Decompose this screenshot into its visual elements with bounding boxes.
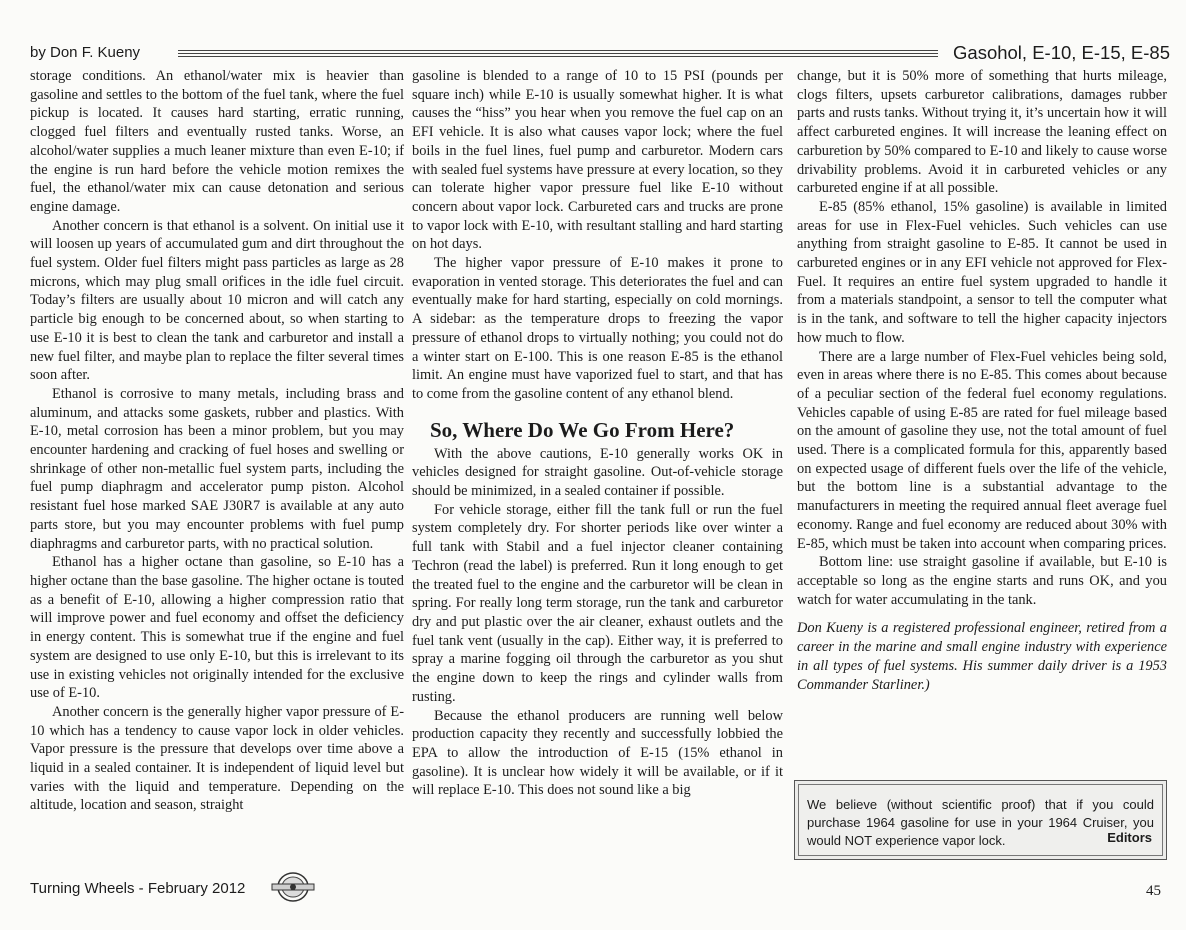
paragraph: For vehicle storage, either fill the tank full or run the fuel system completely dry. For shorter periods like over winter a full tank with Stabil and a fuel injector cleaner containing Techron (read the label) is preferred. Run it long enough to get the treated fuel to the engine and the carburetor will be clean in spring. For really long term storage, run the tank and carburetor dry and put plastic over the air cleaner, exhaust outlets and the fuel tank vent (usually in the cap). Either way, it is preferred to spray a marine fogging oil through the carburetor as you shut the engine down to keep the rings and cylinder walls from rusting. xyxy=(412,501,783,705)
author-byline: by Don F. Kueny xyxy=(30,44,141,61)
header-rule xyxy=(178,56,938,57)
editors-signature: Editors xyxy=(1107,830,1152,845)
article-column-3 xyxy=(797,67,1167,695)
paragraph: E-85 (85% ethanol, 15% gasoline) is available in limited areas for use in Flex-Fuel vehicles. Such vehicles can use anything from straight gasoline to E-85. It cannot be used in carbureted engines or in any EFI vehicle not approved for Flex-Fuel. It requires an entire fuel system upgraded to handle it from a materials standpoint, a sensor to tell the computer what is in the tank, and software to tell the higher capacity injectors how much to flow. xyxy=(797,198,1167,346)
editors-note-box xyxy=(794,780,1167,860)
section-title: Gasohol, E-10, E-15, E-85 xyxy=(953,42,1170,63)
article-column-2 xyxy=(412,67,783,800)
header-rule xyxy=(178,50,938,51)
paragraph: With the above cautions, E-10 generally works OK in vehicles designed for straight gasoline. Out-of-vehicle storage should be minimized, in a sealed container if possible. xyxy=(412,445,783,500)
studebaker-wheel-logo-icon xyxy=(270,870,316,904)
header-rule xyxy=(178,53,938,54)
editors-note-text: We believe (without scientific proof) that if you could purchase 1964 gasoline for use in your 1964 Cruiser, you would NOT experience vapor lock. xyxy=(807,797,1154,848)
paragraph: Ethanol has a higher octane than gasoline, so E-10 has a higher octane than the base gasoline. The higher octane is touted as a benefit of E-10, allowing a higher compression ratio that will improve power and fuel economy and offset the deficiency in energy content. This is somewhat true if the engine and fuel system are designed to use only E-10, but this is irrelevant to its use in existing vehicles not originally intended for the exclusive use of E-10. xyxy=(30,554,404,702)
paragraph: change, but it is 50% more of something that hurts mileage, clogs filters, upsets carburetor calibrations, damages rubber parts and rusts tanks. Without trying it, it’s uncertain how it will affect carbureted engines. It will increase the leaning effect on carburetion by 50% compared to E-10 and likely to cause worse drivability problems. Avoid it in carbureted vehicles or any carbureted engine if at all possible. xyxy=(797,68,1167,197)
paragraph: Because the ethanol producers are running well below production capacity they recently and successfully lobbied the EPA to allow the introduction of E-15 (15% ethanol in gasoline). It is unclear how widely it will be available, or if it will replace E-10. This does not sound like a big xyxy=(412,707,783,799)
paragraph: storage conditions. An ethanol/water mix is heavier than gasoline and settles to the bottom of the fuel tank, where the fuel pickup is located. It causes hard starting, erratic running, clogged fuel filters and eventually rusted tanks. Worse, an alcohol/water supplies a much leaner mixture than even E-10; if the engine is run hard before the vehicle motion remixes the fuel, the ethanol/water mix can cause detonation and serious engine damage. xyxy=(30,68,404,215)
paragraph: Bottom line: use straight gasoline if available, but E-10 is acceptable so long as the engine starts and runs OK, and you watch for water accumulating in the tank. xyxy=(797,554,1167,608)
page-number: 45 xyxy=(1146,883,1161,899)
paragraph: Another concern is the generally higher vapor pressure of E-10 which has a tendency to cause vapor lock in older vehicles. Vapor pressure is the pressure that develops over time above a liquid in a sealed container. It is independent of liquid level but varies with the liquid and temperature. Depending on the altitude, location and season, straight xyxy=(30,703,404,814)
editors-note-inner-frame xyxy=(798,784,1163,856)
section-heading: So, Where Do We Go From Here? xyxy=(430,417,735,442)
wheel-logo-graphic xyxy=(270,870,316,904)
paragraph: There are a large number of Flex-Fuel vehicles being sold, even in areas where there is no E-85. This comes about because of a peculiar section of the federal fuel economy regulations. Vehicles capable of using E-85 are rated for fuel mileage based on the amount of gasoline they use, not the total amount of fuel used. There is a complicated formula for this, apparently based on expected usage of different fuels over the life of the vehicle, but the bottom line is a substantial advantage to the manufacturers in meeting the required annual fleet average fuel economy. Range and fuel economy are reduced about 30% with E-85, which must be taken into account when comparing prices. xyxy=(797,348,1167,552)
paragraph: Another concern is that ethanol is a solvent. On initial use it will loosen up years of accumulated gum and dirt throughout the fuel system. Older fuel filters might pass particles as large as 28 microns, which may plug small orifices in the idle fuel circuit. Today’s filters are usually about 10 micron and will catch any particle big enough to be concerned about, so when starting to use E-10 it is best to clean the tank and carburetor and install a new fuel filter, and maybe plan to replace the filter several times soon after. xyxy=(30,217,404,384)
article-column-1 xyxy=(30,67,404,815)
paragraph: Ethanol is corrosive to many metals, including brass and aluminum, and attacks some gaskets, rubber and plastics. With E-10, metal corrosion has been a minor problem, but you may encounter hardening and cracking of fuel hoses and swelling or shrinkage of other non-metallic fuel system parts, including the fuel pump diaphragm and accelerator pump piston. Alcohol resistant fuel hose marked SAE J30R7 is available at any auto parts store, but you may encounter problems with fuel pump diaphragms and carburetor parts, with no practical solution. xyxy=(30,385,404,552)
paragraph: The higher vapor pressure of E-10 makes it prone to evaporation in vented storage. This deteriorates the fuel and can eventually make for hard starting, especially on cold mornings. A sidebar: as the temperature drops to freezing the vapor pressure of ethanol drops to virtually nothing; you could not do a winter start on E-100. This is one reason E-85 is the ethanol limit. An engine must have vaporized fuel to start, and that has to come from the gasoline content of any ethanol blend. xyxy=(412,255,783,402)
publication-footer: Turning Wheels - February 2012 xyxy=(30,880,246,897)
author-bio: Don Kueny is a registered professional engineer, retired from a career in the marine and small engine industry with experience in all types of fuel systems. His summer daily driver is a 1953 Commander Starliner.) xyxy=(797,620,1167,694)
paragraph: gasoline is blended to a range of 10 to 15 PSI (pounds per square inch) while E-10 is usually somewhat higher. It is what causes the “hiss” you hear when you remove the fuel cap on an EFI vehicle. It is also what causes vapor lock; where the fuel boils in the fuel lines, fuel pump and carburetor. Modern cars with sealed fuel systems have pressure at every location, so they can tolerate higher vapor pressure fuel like E-10 without concern about vapor lock. Carbureted cars and trucks are prone to vapor lock with E-10, with resultant stalling and hard starting on hot days. xyxy=(412,68,783,253)
page-header xyxy=(30,42,1170,66)
